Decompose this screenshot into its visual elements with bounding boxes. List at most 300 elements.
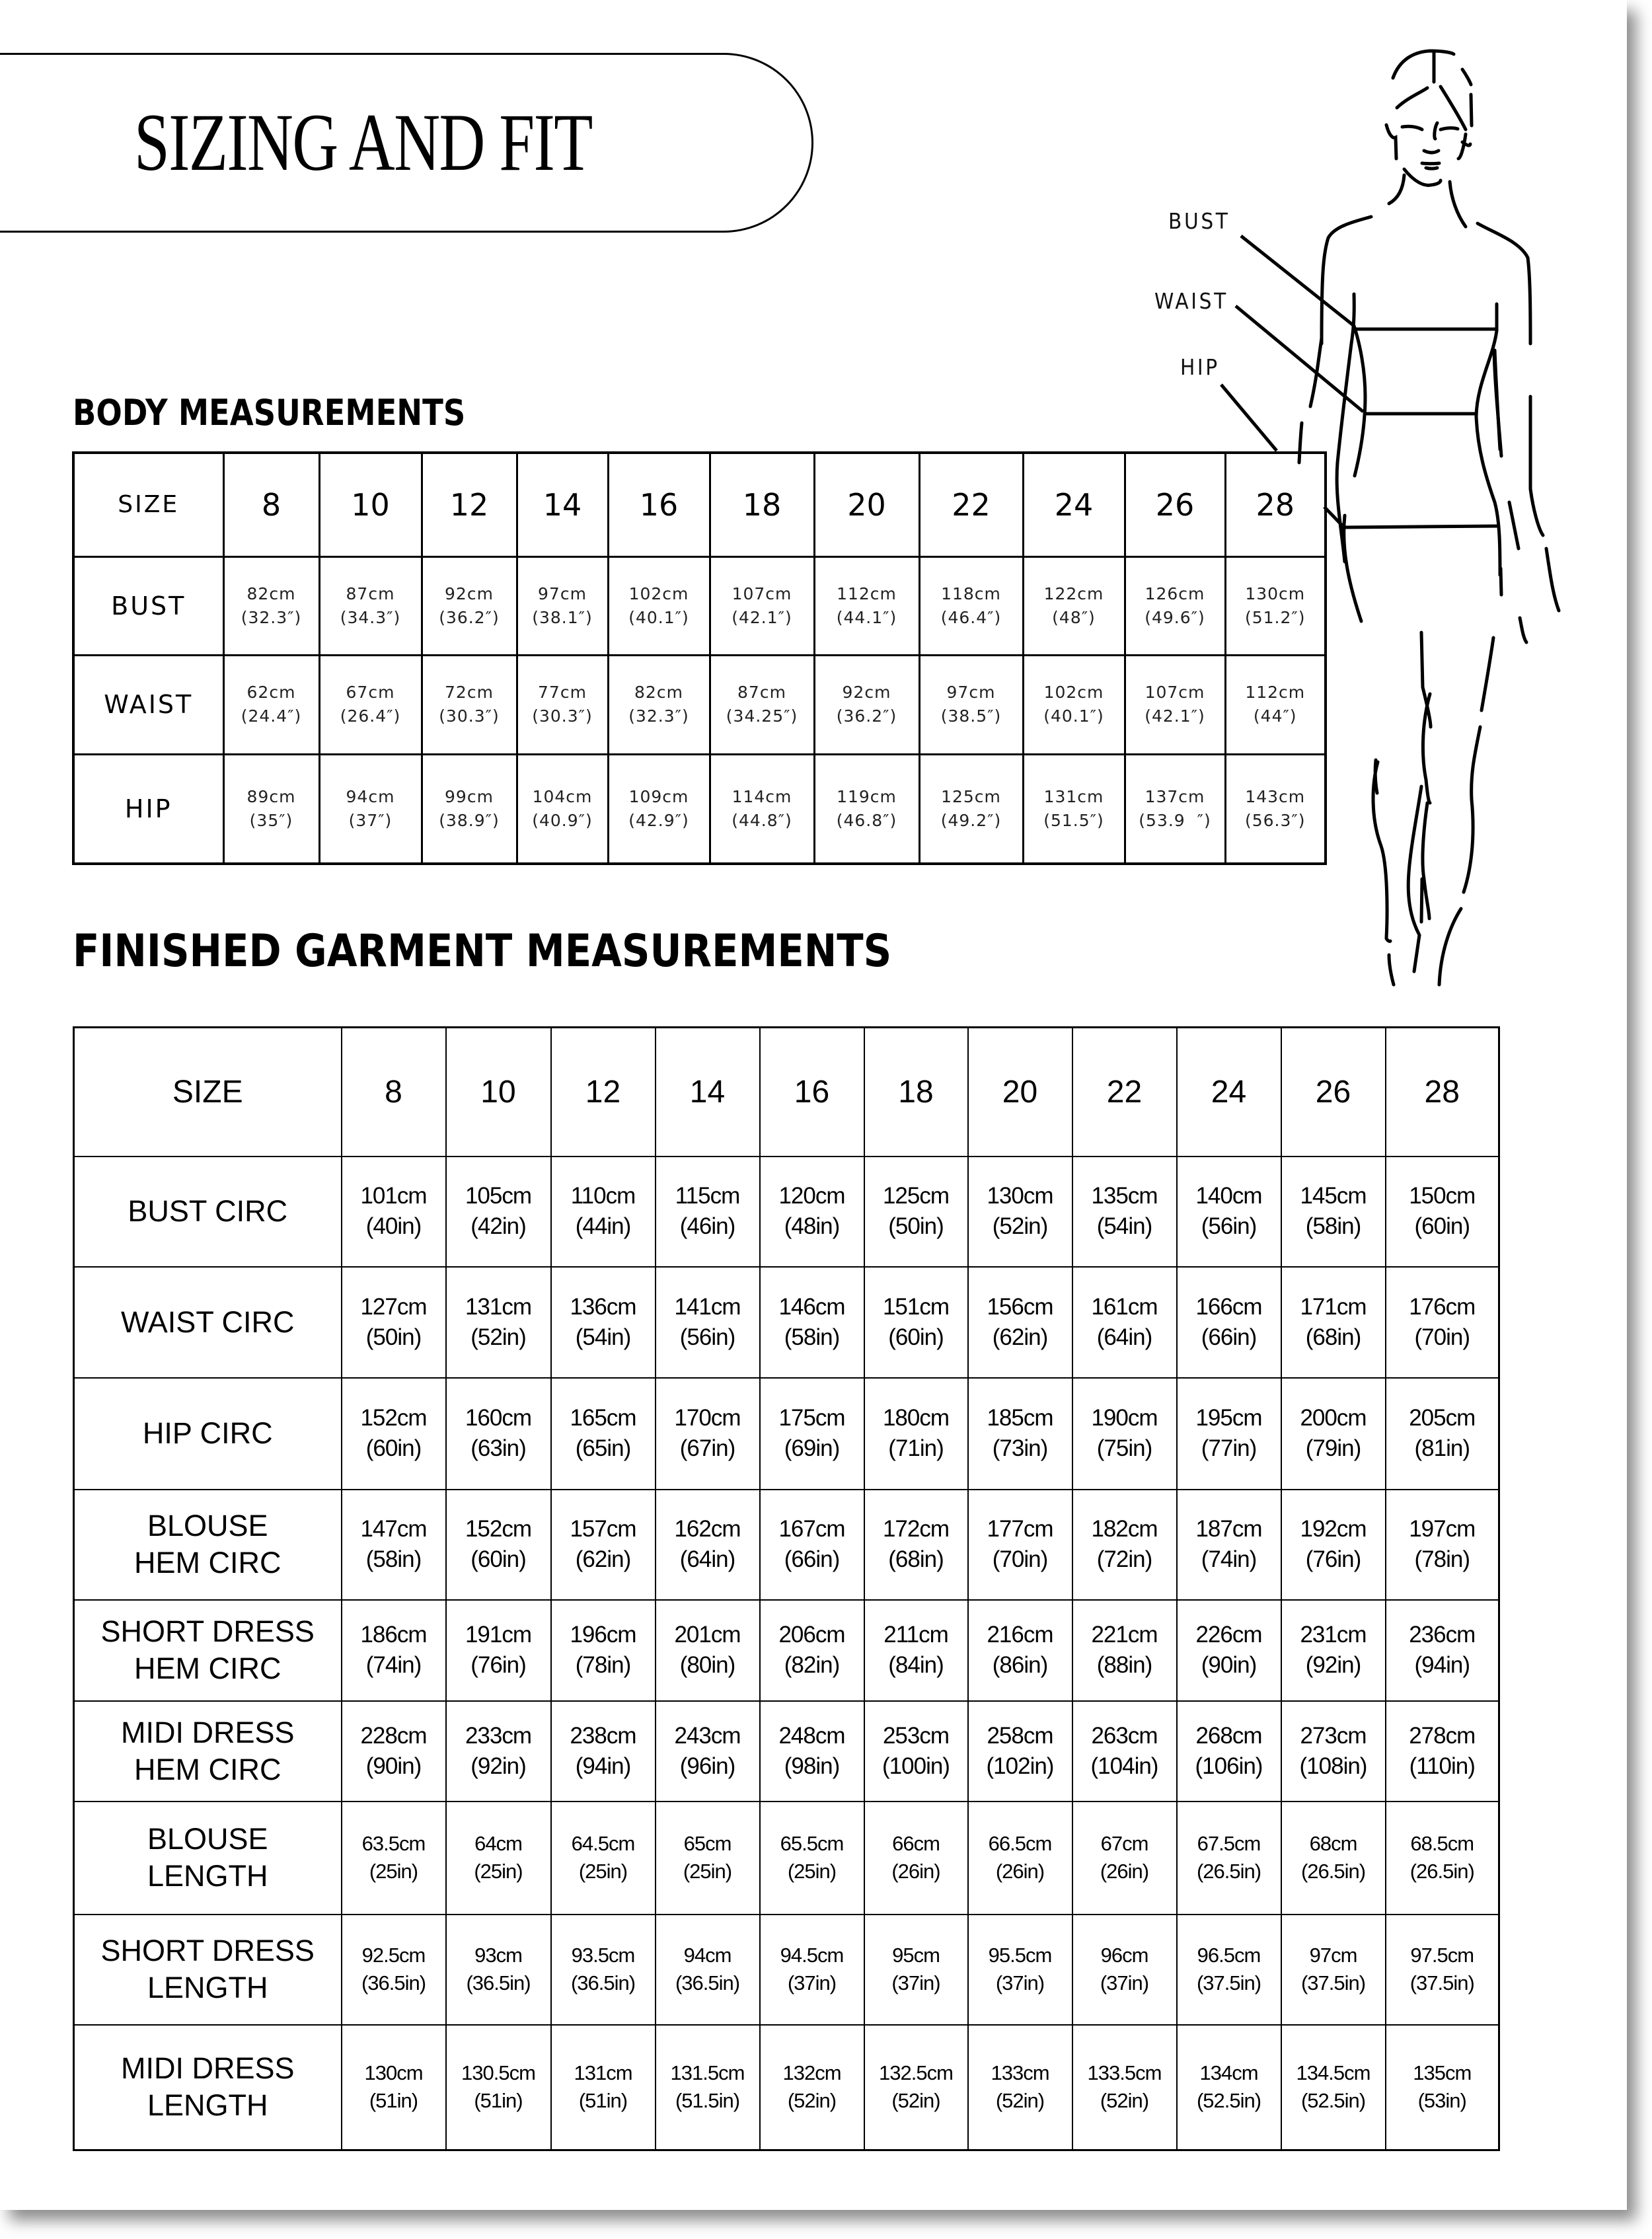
value-inches: (68in): [888, 1546, 944, 1572]
value-cm: 89cm: [246, 786, 296, 806]
value-inches: (48in): [784, 1213, 840, 1239]
row-label-line: HIP CIRC: [142, 1416, 273, 1450]
row-label: [74, 1915, 342, 2025]
measurement-cell: [1386, 2025, 1499, 2150]
value-inches: (51in): [578, 2089, 628, 2113]
table-row: [74, 1600, 1499, 1701]
row-label: [74, 1378, 342, 1490]
value-cm: 140cm: [1195, 1183, 1262, 1209]
value-cm: 177cm: [987, 1516, 1053, 1542]
value-inches: (36.5in): [361, 1971, 426, 1994]
value-inches: (24.4″): [241, 706, 302, 726]
measurement-cell: [968, 1157, 1072, 1267]
measurement-cell: [1177, 1157, 1281, 1267]
row-label-line: HEM CIRC: [134, 1752, 282, 1786]
figure-leg-crossing: [1408, 786, 1429, 971]
value-cm: 170cm: [674, 1405, 741, 1431]
value-inches: (37in): [1100, 1971, 1149, 1994]
value-cm: 130cm: [987, 1183, 1053, 1209]
value-cm: 131cm: [1043, 786, 1104, 806]
measurement-cell: [864, 1378, 968, 1490]
measurement-cell: [342, 1802, 446, 1915]
measurement-cell: [760, 2025, 864, 2150]
value-cm: 228cm: [360, 1722, 427, 1749]
measurement-cell: [1386, 1157, 1499, 1267]
size-header-cell: 26: [1125, 453, 1225, 556]
value-cm: 192cm: [1300, 1516, 1367, 1542]
measurement-cell: [968, 1915, 1072, 2025]
value-cm: 160cm: [465, 1405, 532, 1431]
measurement-cell: [446, 1267, 551, 1378]
value-cm: 180cm: [882, 1405, 950, 1431]
value-cm: 97cm: [1309, 1944, 1357, 1967]
measurement-cell: [1072, 1802, 1177, 1915]
value-cm: 248cm: [778, 1722, 845, 1749]
value-cm: 233cm: [465, 1722, 532, 1749]
value-inches: (50in): [365, 1324, 422, 1350]
size-header-cell: 8: [223, 453, 319, 556]
value-inches: (32.3″): [628, 706, 689, 726]
size-header-cell: 18: [864, 1028, 968, 1157]
value-inches: (66in): [784, 1546, 840, 1572]
value-cm: 122cm: [1043, 584, 1104, 603]
figure-label-waist: WAIST: [1154, 288, 1228, 314]
value-cm: 231cm: [1300, 1622, 1367, 1648]
row-label-line: MIDI DRESS: [120, 2051, 295, 2086]
figure-torso-left: [1337, 294, 1354, 562]
value-cm: 137cm: [1145, 786, 1205, 806]
value-inches: (36.5in): [675, 1971, 740, 1994]
value-inches: (37in): [995, 1971, 1045, 1994]
value-cm: 135cm: [1413, 2061, 1472, 2085]
bust-leader-line: [1241, 236, 1354, 326]
value-cm: 185cm: [987, 1405, 1053, 1431]
value-cm: 114cm: [732, 786, 792, 806]
figure-torso-right-inner: [1494, 350, 1501, 456]
value-inches: (70in): [1414, 1324, 1470, 1350]
value-cm: 82cm: [246, 584, 296, 603]
value-inches: (25in): [369, 1860, 418, 1883]
value-inches: (48″): [1052, 607, 1096, 627]
measurement-cell: [1072, 1915, 1177, 2025]
measurement-cell: [551, 1378, 656, 1490]
row-label: [74, 1267, 342, 1378]
measurement-cell: [1177, 1600, 1281, 1701]
figure-hair-sweep: [1441, 87, 1466, 130]
measurement-cell: [517, 655, 608, 754]
row-label-line: BUST CIRC: [128, 1194, 288, 1228]
value-cm: 236cm: [1409, 1622, 1476, 1648]
value-inches: (58in): [1305, 1213, 1361, 1239]
value-cm: 206cm: [778, 1622, 845, 1648]
measurement-cell: [864, 1802, 968, 1915]
measurement-cell: [319, 754, 422, 864]
value-cm: 96cm: [1100, 1944, 1148, 1967]
value-inches: (63in): [470, 1435, 526, 1461]
figure-neck-left: [1389, 175, 1404, 204]
value-inches: (76in): [470, 1652, 526, 1678]
value-cm: 133cm: [991, 2061, 1049, 2085]
figure-label-bust: BUST: [1168, 208, 1230, 234]
measurement-cell: [760, 1915, 864, 2025]
measurement-cell: [1072, 1600, 1177, 1701]
value-cm: 132.5cm: [879, 2061, 953, 2085]
measurement-cell: [342, 1378, 446, 1490]
measurement-cell: [1225, 556, 1326, 655]
value-inches: (56in): [679, 1324, 735, 1350]
value-inches: (64in): [679, 1546, 735, 1572]
measurement-cell: [760, 1378, 864, 1490]
measurement-cell: [864, 1701, 968, 1802]
value-inches: (46.8″): [836, 810, 897, 830]
value-cm: 63.5cm: [361, 1832, 426, 1855]
value-inches: (38.9″): [439, 810, 500, 830]
measurement-cell: [517, 754, 608, 864]
measurement-cell: [760, 1267, 864, 1378]
value-inches: (54in): [575, 1324, 631, 1350]
value-inches: (88in): [1096, 1652, 1152, 1678]
value-cm: 211cm: [883, 1622, 948, 1648]
hip-leader-line-lower: [1324, 507, 1343, 527]
value-inches: (26in): [995, 1860, 1045, 1883]
value-inches: (42in): [470, 1213, 526, 1239]
row-label-line: LENGTH: [147, 2088, 268, 2123]
row-label-line: BLOUSE: [147, 1509, 268, 1542]
value-inches: (40.9″): [532, 810, 593, 830]
measurement-cell: [1386, 1701, 1499, 1802]
value-inches: (37in): [891, 1971, 940, 1994]
measurement-cell: [864, 1600, 968, 1701]
value-cm: 93cm: [474, 1944, 522, 1967]
table-row: [73, 754, 1326, 864]
figure-face-left: [1386, 125, 1396, 159]
value-cm: 152cm: [360, 1405, 427, 1431]
value-cm: 176cm: [1409, 1293, 1476, 1320]
figure-hand-right: [1520, 549, 1559, 642]
value-cm: 268cm: [1195, 1722, 1262, 1749]
value-cm: 141cm: [674, 1293, 741, 1320]
size-header-cell: 20: [968, 1028, 1072, 1157]
value-inches: (25in): [787, 1860, 837, 1883]
value-inches: (80in): [679, 1652, 735, 1678]
row-label-line: HEM CIRC: [134, 1651, 282, 1685]
measurement-cell: [1177, 1701, 1281, 1802]
measurement-cell: [1225, 655, 1326, 754]
value-inches: (26.5in): [1196, 1860, 1261, 1883]
measurement-cell: [1072, 1701, 1177, 1802]
value-cm: 97cm: [538, 584, 587, 603]
value-inches: (52in): [992, 1213, 1048, 1239]
value-cm: 157cm: [570, 1516, 636, 1542]
value-inches: (26.5in): [1300, 1860, 1366, 1883]
value-cm: 145cm: [1300, 1183, 1367, 1209]
measurement-cell: [446, 1915, 551, 2025]
value-cm: 112cm: [1245, 683, 1306, 702]
measurement-cell: [1177, 1490, 1281, 1600]
hip-leader-line: [1221, 385, 1277, 451]
value-cm: 127cm: [360, 1293, 427, 1320]
size-header-cell: 22: [919, 453, 1023, 556]
measurement-cell: [919, 556, 1023, 655]
measurement-cell: [968, 1267, 1072, 1378]
value-cm: 152cm: [465, 1516, 532, 1542]
size-header-cell: 10: [319, 453, 422, 556]
value-inches: (104in): [1090, 1753, 1158, 1779]
value-cm: 131.5cm: [670, 2061, 745, 2085]
value-cm: 131cm: [465, 1293, 532, 1320]
value-inches: (76in): [1305, 1546, 1361, 1572]
figure-leg-right-outer: [1439, 638, 1493, 985]
measurement-cell: [864, 1915, 968, 2025]
measurement-cell: [342, 1157, 446, 1267]
measurement-cell: [1072, 1267, 1177, 1378]
value-inches: (106in): [1195, 1753, 1263, 1779]
value-inches: (96in): [679, 1753, 735, 1779]
value-cm: 94.5cm: [780, 1944, 844, 1967]
value-cm: 151cm: [882, 1293, 950, 1320]
value-inches: (78in): [1414, 1546, 1470, 1572]
value-inches: (37in): [787, 1971, 837, 1994]
value-cm: 125cm: [941, 786, 1001, 806]
table-row: [73, 655, 1326, 754]
value-inches: (52.5in): [1196, 2089, 1261, 2113]
size-header-cell: 28: [1386, 1028, 1499, 1157]
value-inches: (37″): [348, 810, 393, 830]
value-cm: 130cm: [364, 2061, 423, 2085]
value-inches: (38.5″): [940, 706, 1002, 726]
value-cm: 95.5cm: [988, 1944, 1052, 1967]
value-cm: 195cm: [1195, 1405, 1262, 1431]
size-header-cell: 24: [1177, 1028, 1281, 1157]
value-inches: (46.4″): [940, 607, 1002, 627]
measurement-cell: [551, 1915, 656, 2025]
measurement-cell: [760, 1701, 864, 1802]
value-inches: (78in): [575, 1652, 631, 1678]
measurement-cell: [1386, 1600, 1499, 1701]
value-cm: 132cm: [782, 2061, 841, 2085]
measurement-cell: [1281, 1915, 1386, 2025]
measurement-cell: [1177, 1378, 1281, 1490]
row-label-line: LENGTH: [147, 1859, 268, 1893]
value-cm: 126cm: [1145, 584, 1205, 603]
measurement-cell: [223, 754, 319, 864]
size-header-cell: 12: [422, 453, 517, 556]
figure-shoulder-left: [1322, 217, 1371, 344]
measurement-cell: [968, 1701, 1072, 1802]
measurement-cell: [814, 754, 919, 864]
value-inches: (94in): [1414, 1652, 1470, 1678]
table-row: [74, 1915, 1499, 2025]
value-inches: (52in): [891, 2089, 940, 2113]
measurement-cell: [1125, 655, 1225, 754]
measurement-cell: [1177, 1802, 1281, 1915]
row-label-line: LENGTH: [147, 1971, 268, 2004]
measurement-cell: [1386, 1490, 1499, 1600]
measurement-cell: [342, 1915, 446, 2025]
measurement-cell: [864, 1157, 968, 1267]
value-cm: 110cm: [570, 1183, 636, 1209]
value-inches: (90in): [365, 1753, 422, 1779]
value-inches: (42.9″): [628, 810, 689, 830]
measurement-cell: [342, 1267, 446, 1378]
measurement-cell: [1225, 754, 1326, 864]
value-inches: (51in): [369, 2089, 418, 2113]
measurement-cell: [656, 1802, 760, 1915]
value-cm: 97cm: [946, 683, 996, 702]
value-inches: (60in): [888, 1324, 944, 1350]
table-row: [74, 1802, 1499, 1915]
value-cm: 187cm: [1195, 1516, 1262, 1542]
measurement-cell: [1386, 1378, 1499, 1490]
body-measurements-heading: BODY MEASUREMENTS: [73, 392, 466, 434]
figure-hair-right: [1462, 69, 1471, 85]
measurement-cell: [319, 556, 422, 655]
measurement-cell: [1386, 1267, 1499, 1378]
measurement-cell: [710, 754, 814, 864]
value-inches: (36.5in): [466, 1971, 531, 1994]
measurement-cell: [342, 1701, 446, 1802]
value-cm: 87cm: [346, 584, 395, 603]
value-inches: (79in): [1305, 1435, 1361, 1461]
measurement-cell: [608, 655, 710, 754]
value-cm: 263cm: [1091, 1722, 1158, 1749]
measurement-cell: [864, 2025, 968, 2150]
measurement-cell: [446, 1490, 551, 1600]
value-inches: (36.2″): [439, 607, 500, 627]
value-cm: 92cm: [842, 683, 891, 702]
value-inches: (34.25″): [726, 706, 798, 726]
value-inches: (67in): [679, 1435, 735, 1461]
value-inches: (30.3″): [532, 706, 593, 726]
measurement-cell: [446, 1701, 551, 1802]
row-label: BUST: [73, 556, 223, 655]
value-cm: 97.5cm: [1410, 1944, 1474, 1967]
row-label: [74, 2025, 342, 2150]
figure-face-right: [1458, 134, 1470, 159]
measurement-cell: [551, 2025, 656, 2150]
measurement-cell: [1072, 1157, 1177, 1267]
value-cm: 130.5cm: [461, 2061, 535, 2085]
value-inches: (32.3″): [241, 607, 302, 627]
size-header-label: SIZE: [74, 1028, 342, 1157]
value-inches: (54in): [1096, 1213, 1152, 1239]
table-row: [74, 2025, 1499, 2150]
value-inches: (60in): [1414, 1213, 1470, 1239]
value-cm: 96.5cm: [1197, 1944, 1261, 1967]
table-row: [74, 1378, 1499, 1490]
value-cm: 77cm: [538, 683, 587, 702]
value-inches: (51.2″): [1244, 607, 1306, 627]
figure-hair-front: [1397, 88, 1427, 108]
value-inches: (92in): [470, 1753, 526, 1779]
measurement-cell: [446, 1600, 551, 1701]
value-inches: (81in): [1414, 1435, 1470, 1461]
value-inches: (74in): [1201, 1546, 1257, 1572]
value-cm: 131cm: [574, 2061, 632, 2085]
value-inches: (51.5in): [675, 2089, 740, 2113]
value-inches: (60in): [365, 1435, 422, 1461]
measurement-cell: [710, 655, 814, 754]
value-cm: 197cm: [1409, 1516, 1476, 1542]
measurement-cell: [446, 1802, 551, 1915]
size-header-cell: 16: [760, 1028, 864, 1157]
measurement-cell: [656, 1701, 760, 1802]
figure-mouth: [1422, 151, 1439, 169]
size-header-cell: 20: [814, 453, 919, 556]
row-label: [74, 1600, 342, 1701]
value-cm: 133.5cm: [1087, 2061, 1162, 2085]
measurement-cell: [1281, 1267, 1386, 1378]
measurement-cell: [551, 1157, 656, 1267]
measurement-cell: [760, 1490, 864, 1600]
measurement-cell: [656, 2025, 760, 2150]
measurement-cell: [1023, 754, 1125, 864]
measurement-cell: [656, 1600, 760, 1701]
value-cm: 120cm: [778, 1183, 845, 1209]
value-cm: 67cm: [1100, 1832, 1148, 1855]
value-cm: 94cm: [683, 1944, 732, 1967]
figure-leg-left-inner: [1421, 632, 1431, 803]
value-inches: (40.1″): [1043, 706, 1104, 726]
value-inches: (49.2″): [940, 810, 1002, 830]
value-cm: 200cm: [1300, 1405, 1367, 1431]
measurement-cell: [1281, 1378, 1386, 1490]
value-cm: 186cm: [360, 1622, 427, 1648]
measurement-cell: [517, 556, 608, 655]
row-label-line: HEM CIRC: [134, 1546, 282, 1579]
measurement-cell: [342, 1490, 446, 1600]
value-inches: (51.5″): [1043, 810, 1104, 830]
value-cm: 105cm: [465, 1183, 532, 1209]
value-inches: (26in): [1100, 1860, 1149, 1883]
value-cm: 94cm: [346, 786, 395, 806]
value-inches: (26in): [891, 1860, 940, 1883]
figure-torso-left-inner: [1354, 326, 1365, 476]
value-inches: (52in): [470, 1324, 526, 1350]
value-inches: (69in): [784, 1435, 840, 1461]
value-inches: (34.3″): [340, 607, 401, 627]
value-cm: 167cm: [778, 1516, 845, 1542]
value-inches: (56in): [1201, 1213, 1257, 1239]
value-cm: 107cm: [1145, 683, 1205, 702]
size-header-cell: 8: [342, 1028, 446, 1157]
row-label-line: WAIST CIRC: [120, 1305, 295, 1339]
value-cm: 107cm: [732, 584, 792, 603]
measurement-cell: [223, 655, 319, 754]
value-cm: 191cm: [465, 1622, 532, 1648]
measurement-cell: [1125, 754, 1225, 864]
measurement-cell: [422, 655, 517, 754]
value-inches: (37.5in): [1300, 1971, 1366, 1994]
size-header-cell: 10: [446, 1028, 551, 1157]
measurement-cell: [551, 1490, 656, 1600]
measurement-cell: [342, 2025, 446, 2150]
measurement-cell: [1072, 1378, 1177, 1490]
garment-measurements-table: [73, 1026, 1500, 2151]
measurement-cell: [1386, 1802, 1499, 1915]
measurement-cell: [656, 1157, 760, 1267]
row-label: [74, 1701, 342, 1802]
value-inches: (42.1″): [732, 607, 792, 627]
value-inches: (82in): [784, 1652, 840, 1678]
value-inches: (53.9 ″): [1139, 810, 1211, 830]
value-inches: (26.5in): [1409, 1860, 1474, 1883]
value-cm: 143cm: [1245, 786, 1306, 806]
measurement-cell: [656, 1490, 760, 1600]
garment-measurements-heading: FINISHED GARMENT MEASUREMENTS: [73, 925, 892, 977]
value-cm: 134.5cm: [1296, 2061, 1370, 2085]
row-label: [74, 1802, 342, 1915]
